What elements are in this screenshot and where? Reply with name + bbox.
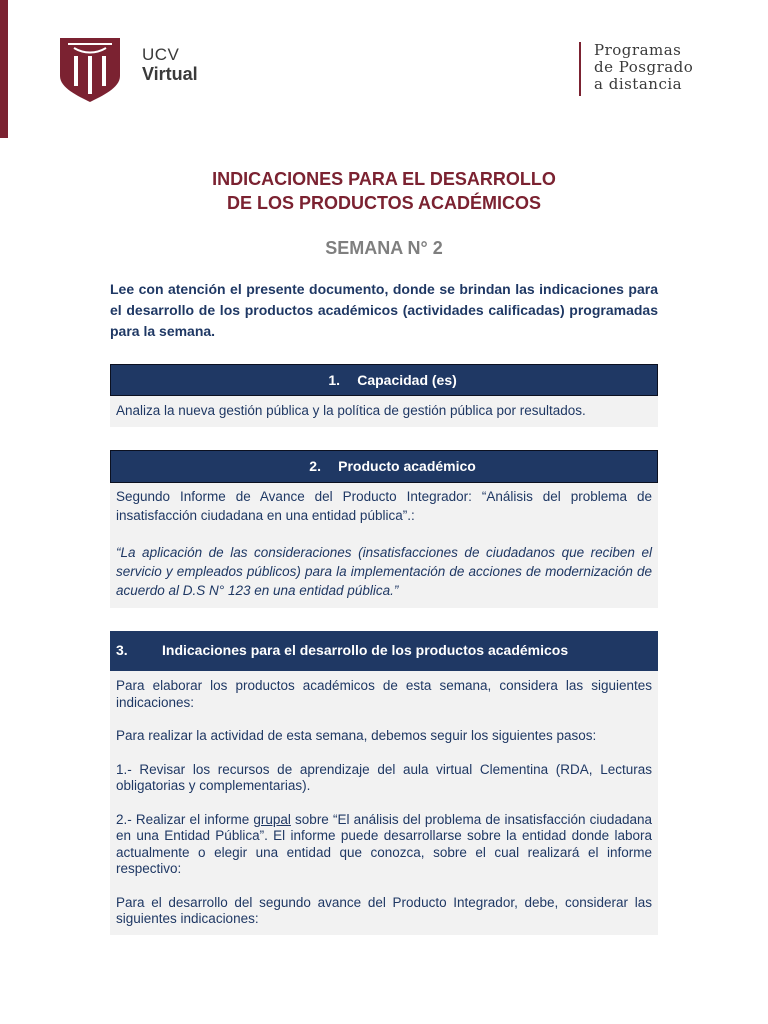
- section3-p4: [116, 812, 652, 878]
- section1-header: [110, 364, 658, 396]
- section-title: Producto académico: [338, 458, 476, 474]
- section3-header: [110, 631, 658, 671]
- grupal-underlined: grupal: [253, 811, 291, 827]
- section3-p3: 1.- Revisar los recursos de aprendizaje del aula virtual Clementina (RDA, Lecturas obligatorias y complementarias).: [116, 761, 652, 793]
- side-accent-bar: [0, 0, 8, 138]
- section-title: Indicaciones para el desarrollo de los productos académicos: [162, 642, 569, 658]
- posgrado-line: a distancia: [594, 75, 683, 93]
- section-number: 1.: [328, 372, 341, 388]
- intro-paragraph: Lee con atención el presente documento, donde se brindan las indicaciones para el desarrollo de los productos académicos (actividades calificadas) programadas para la semana.: [110, 281, 658, 339]
- week-label: SEMANA N° 2: [325, 238, 443, 258]
- section3-p4-start: 2.- Realizar el informe: [116, 811, 254, 827]
- section2-text: Segundo Informe de Avance del Producto Integrador: “Análisis del problema de insatisfacción ciudadana en una entidad pública”.:: [116, 489, 652, 523]
- section-number: 2.: [309, 458, 321, 474]
- document-title: [0, 167, 768, 215]
- brand-line1: UCV: [142, 45, 180, 64]
- section3-p5: Para el desarrollo del segundo avance del Producto Integrador, debe, considerar las siguientes indicaciones:: [116, 894, 652, 926]
- section3-p4-end: sobre “El análisis del problema de insatisfacción ciudadana en una Entidad Pública”. El informe puede desarrollarse sobre la entidad donde labora actualmente o elegir una entidad que conozca, sobre el cual realizará el informe respectivo:: [116, 811, 652, 876]
- section-number: 3.: [116, 642, 128, 658]
- posgrado-line: Programas: [594, 41, 682, 59]
- section-title: Capacidad (es): [357, 372, 457, 388]
- section1-body: [110, 396, 658, 427]
- title-line1: INDICACIONES PARA EL DESARROLLO: [212, 169, 556, 189]
- section2-body: [110, 483, 658, 608]
- posgrado-label: [579, 42, 693, 96]
- section1-text: Analiza la nueva gestión pública y la política de gestión pública por resultados.: [116, 403, 586, 418]
- section3-body: [110, 671, 658, 935]
- section3-p2: Para realizar la actividad de esta semana, debemos seguir los siguientes pasos:: [116, 728, 597, 743]
- brand-line2: Virtual: [142, 64, 198, 84]
- title-line2: DE LOS PRODUCTOS ACADÉMICOS: [226, 193, 542, 213]
- section2-header: [110, 450, 658, 483]
- ucv-shield-logo-icon: [60, 36, 120, 102]
- section2-quote: “La aplicación de las consideraciones (insatisfacciones de ciudadanos que reciben el servicio y empleados públicos) para la implementación de acciones de modernización de acuerdo al D.S N° 123 en una entidad pública.”: [116, 545, 652, 598]
- brand-logo-text: [142, 45, 198, 84]
- posgrado-line: de Posgrado: [594, 58, 694, 76]
- section3-p1: Para elaborar los productos académicos de esta semana, considera las siguientes indicaciones:: [116, 678, 652, 710]
